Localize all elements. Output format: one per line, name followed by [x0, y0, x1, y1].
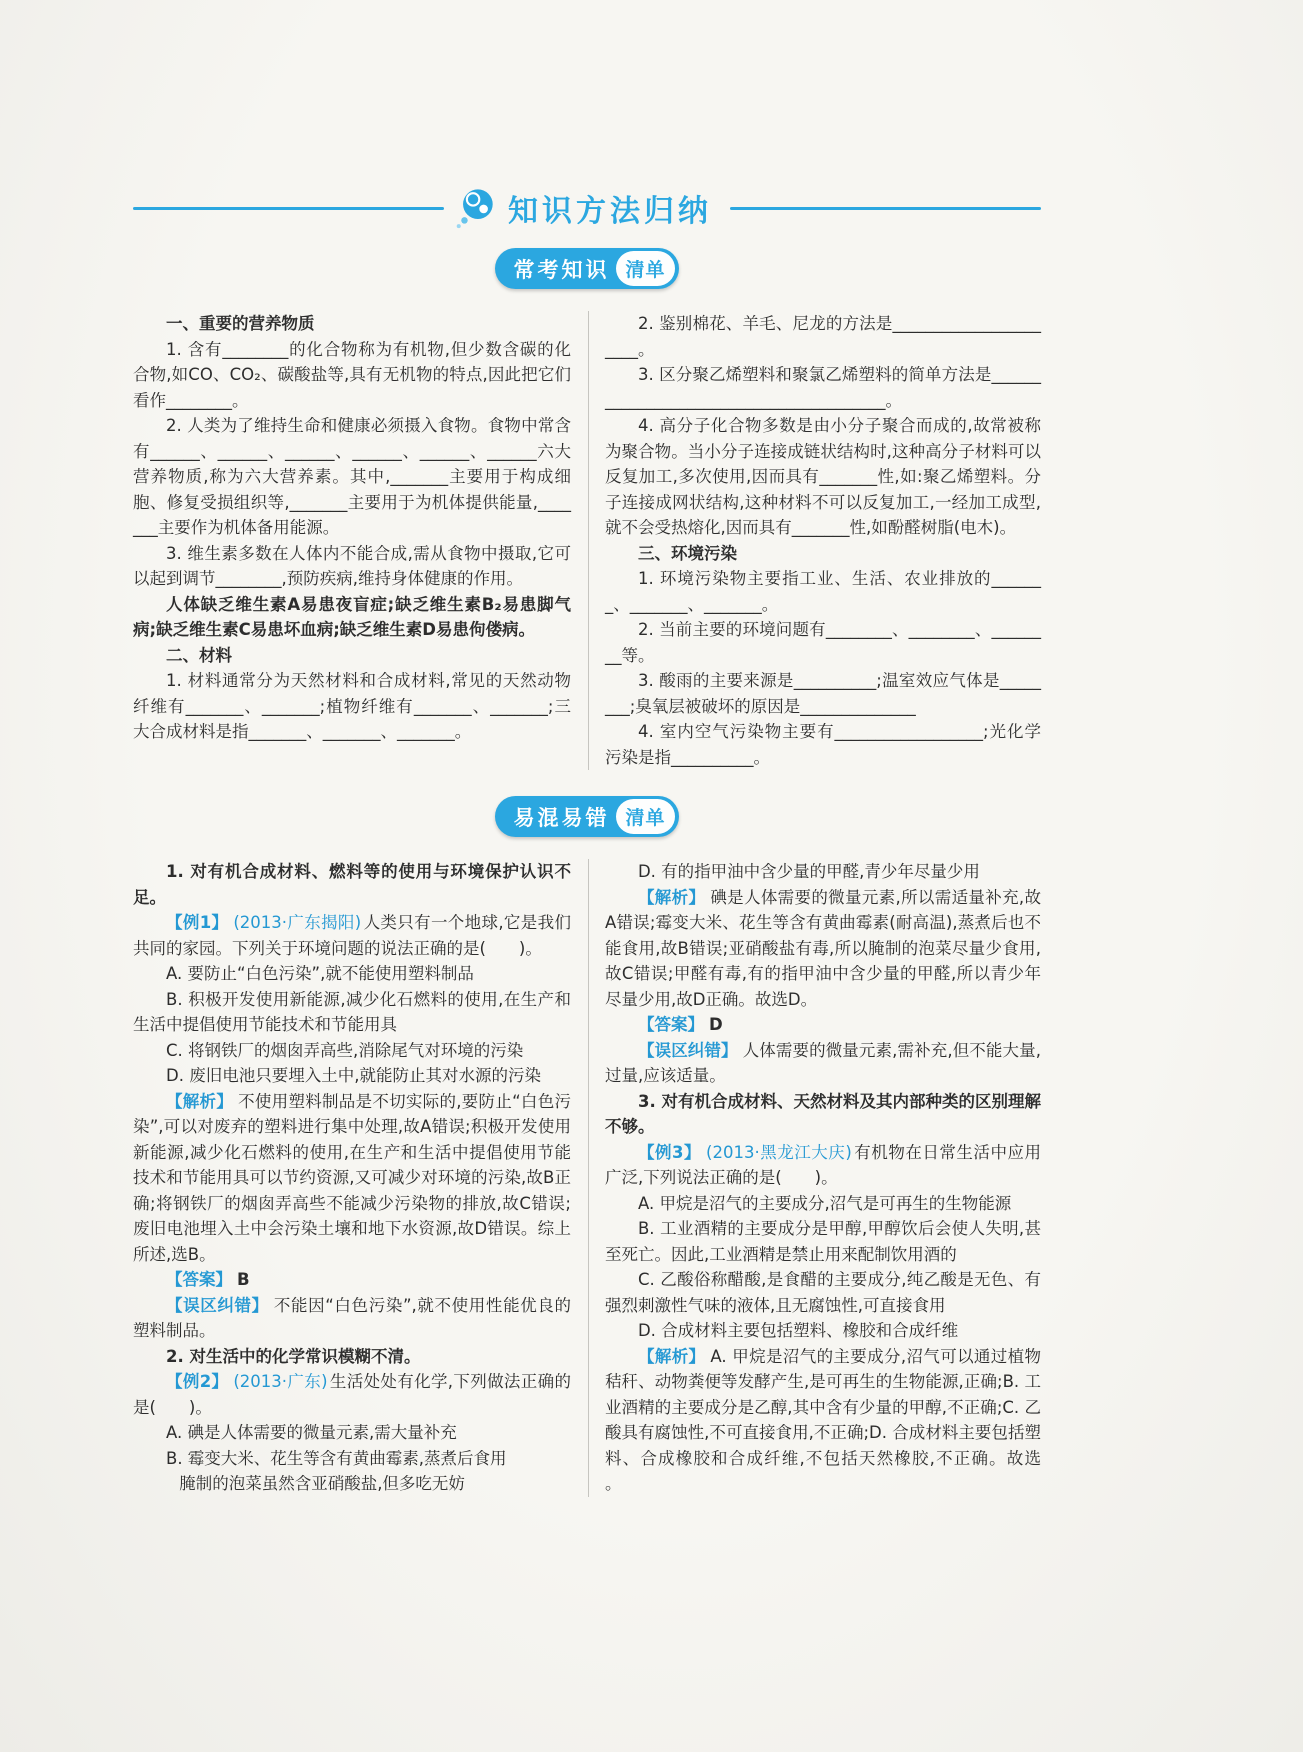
errors-section: [133, 859, 1074, 1497]
knowledge-list-badge: [495, 248, 678, 289]
example1-option-d: D. 废旧电池只要埋入土中,就能防止其对水源的污染: [166, 1066, 541, 1085]
heading-pollution: 三、环境污染: [637, 543, 737, 563]
knowledge-left-column: [133, 311, 588, 770]
example2-option-d: D. 有的指甲油中含少量的甲醛,青少年尽量少用: [637, 862, 980, 881]
heading-materials: 二、材料: [166, 645, 232, 665]
knowledge-nutrients-item-1: 1. 含有________的化合物称为有机物,但少数含碳的化合物,如CO、CO₂、碳酸盐等,具有无机物的特点,因此把它们看作________。: [133, 339, 571, 410]
knowledge-vitamin-note: 人体缺乏维生素A易患夜盲症;缺乏维生素B₂易患脚气病;缺乏维生素C易患坏血病;缺乏维生素D易患佝偻病。: [133, 594, 571, 639]
heading-nutrients: 一、重要的营养物质: [166, 314, 315, 333]
example2-label: 【例2】: [166, 1372, 229, 1391]
page-header: [133, 184, 1041, 232]
example3-analysis: [604, 1344, 1074, 1497]
error-point-1: 1. 对有机合成材料、燃料等的使用与环境保护认识不足。: [133, 862, 571, 907]
example1-question: [133, 910, 571, 961]
knowledge-materials-item-2: 2. 鉴别棉花、羊毛、尼龙的方法是______________________。: [604, 314, 1041, 359]
knowledge-section: [133, 311, 1041, 770]
example2-option-b-continued: 腌制的泡菜虽然含亚硝酸盐,但多吃无妨: [179, 1474, 465, 1493]
example2-text: 生活处处有化学,下列做法正确的是( )。: [133, 1372, 571, 1417]
errors-list-badge: [495, 796, 678, 837]
example1-analysis-label: 【解析】: [166, 1091, 234, 1111]
example1-analysis: [133, 1089, 571, 1268]
example3-text: 有机物在日常生活中应用广泛,下列说法正确的是( )。: [604, 1142, 1041, 1187]
example2-analysis-text: 碘是人体需要的微量元素,所以需适量补充,故A错误;霉变大米、花生等含有黄曲霉素(耐高温),蒸煮后也不能食用,故B错误;亚硝酸盐有毒,所以腌制的泡菜尽量少食用,故C错误;甲醛有毒,有的指甲油中含少量的甲醛,所以青少年尽量少用,故D正确。故选D。: [604, 887, 1041, 1009]
example2-source: (2013·广东): [233, 1372, 328, 1391]
example1-option-b: B. 积极开发使用新能源,减少化石燃料的使用,在生产和生活中提倡使用节能技术和节能用具: [133, 989, 571, 1034]
example3-question: [605, 1140, 1041, 1191]
error-point-3: 3. 对有机合成材料、天然材料及其内部种类的区别理解不够。: [604, 1091, 1041, 1136]
knowledge-pollution-item-4: 4. 室内空气污染物主要有__________________;光化学污染是指__________。: [604, 722, 1041, 767]
example2-correction-text: 人体需要的微量元素,需补充,但不能大量,过量,应该适量。: [604, 1040, 1041, 1085]
example1-answer-value: B: [237, 1270, 250, 1289]
header-rule-right: [730, 207, 1041, 210]
example1-correction: [133, 1293, 571, 1344]
example2-option-b: B. 霉变大米、花生等含有黄曲霉素,蒸煮后食用: [166, 1448, 507, 1468]
example1-option-a: A. 要防止“白色污染”,就不能使用塑料制品: [166, 964, 474, 983]
example2-answer-value: D: [708, 1015, 723, 1034]
example2-correction-label: 【误区纠错】: [637, 1040, 738, 1060]
knowledge-materials-item-3: 3. 区分聚乙烯塑料和聚氯乙烯塑料的简单方法是________________________________________。: [604, 365, 1041, 410]
example2-correction: [605, 1038, 1041, 1089]
example3-source: (2013·黑龙江大庆): [706, 1142, 852, 1162]
example3-option-b: B. 工业酒精的主要成分是甲醇,甲醇饮后会使人失明,甚至死亡。因此,工业酒精是禁止用来配制饮用酒的: [604, 1219, 1041, 1264]
errors-badge-row: [133, 796, 1041, 837]
example1-answer: [133, 1267, 571, 1293]
planet-bubble-icon: [452, 186, 498, 230]
knowledge-pollution-item-1: 1. 环境污染物主要指工业、生活、农业排放的_______、_______、_______。: [604, 569, 1041, 614]
example1-source: (2013·广东揭阳): [233, 913, 362, 932]
example2-answer: [605, 1012, 1041, 1038]
knowledge-nutrients-item-3: 3. 维生素多数在人体内不能合成,需从食物中摄取,它可以起到调节________,预防疾病,维持身体健康的作用。: [133, 543, 571, 588]
example3-analysis-label: 【解析】: [637, 1346, 706, 1366]
knowledge-materials-item-1: 1. 材料通常分为天然材料和合成材料,常见的天然动物纤维有_______、_______;植物纤维有_______、_______;三大合成材料是指_______、_______、_______。: [133, 671, 571, 741]
example2-analysis: [605, 885, 1041, 1013]
example3-option-c: C. 乙酸俗称醋酸,是食醋的主要成分,纯乙酸是无色、有强烈刺激性气味的液体,且无腐蚀性,可直接食用: [604, 1270, 1041, 1315]
knowledge-badge-tail: 清单: [616, 251, 674, 286]
example2-option-a: A. 碘是人体需要的微量元素,需大量补充: [166, 1423, 457, 1442]
page-title: 知识方法归纳: [508, 194, 712, 229]
example1-correction-text: 不能因“白色污染”,就不使用性能优良的塑料制品。: [133, 1295, 571, 1340]
knowledge-pollution-item-2: 2. 当前主要的环境问题有________、________、________等。: [604, 620, 1041, 665]
example3-option-d: D. 合成材料主要包括塑料、橡胶和合成纤维: [637, 1321, 959, 1340]
header-rule-left: [133, 207, 444, 210]
example3-analysis-text: A. 甲烷是沼气的主要成分,沼气可以通过植物秸秆、动物粪便等发酵产生,是可再生的生物能源,正确;B. 工业酒精的主要成分是乙醇,其中含有少量的甲醇,不正确;C. 乙酸具有腐蚀性,不可直接食用,不正确;D. 合成材料主要包括塑料、合成橡胶和合成纤维,不包括天然橡胶,不正确。故选 。: [604, 1346, 1074, 1493]
example1-analysis-text: 不使用塑料制品是不切实际的,要防止“白色污染”,可以对废弃的塑料进行集中处理,故A错误;积极开发使用新能源,减少化石燃料的使用,在生产和生活中提倡使用节能技术和节能用具可以节约资源,又可减少对环境的污染,故B正确;将钢铁厂的烟囱弄高些不能减少污染物的排放,故C错误;废旧电池埋入土中会污染土壤和地下水资源,故D错误。综上所述,选B。: [133, 1091, 571, 1264]
example1-text: 人类只有一个地球,它是我们共同的家园。下列关于环境问题的说法正确的是( )。: [133, 913, 571, 958]
example1-option-c: C. 将钢铁厂的烟囱弄高些,消除尾气对环境的污染: [166, 1040, 524, 1060]
example1-answer-label: 【答案】: [166, 1270, 232, 1289]
errors-badge-label: 易混易错: [513, 805, 610, 830]
example2-analysis-label: 【解析】: [637, 887, 706, 907]
knowledge-badge-label: 常考知识: [513, 257, 610, 282]
errors-left-column: [133, 859, 588, 1497]
knowledge-right-column: [588, 311, 1041, 770]
example3-option-a: A. 甲烷是沼气的主要成分,沼气是可再生的生物能源: [637, 1193, 1012, 1213]
example2-question: [133, 1369, 571, 1420]
knowledge-materials-item-4: 4. 高分子化合物多数是由小分子聚合而成的,故常被称为聚合物。当小分子连接成链状结构时,这种高分子材料可以反复加工,多次使用,因而具有_______性,如:聚乙烯塑料。分子连接成网状结构,这种材料不可以反复加工,一经加工成型,就不会受热熔化,因而具有_______性,如酚醛树脂(电木)。: [604, 416, 1041, 537]
example1-correction-label: 【误区纠错】: [166, 1295, 269, 1315]
knowledge-nutrients-item-2: 2. 人类为了维持生命和健康必须摄入食物。食物中常含有______、______、______、______、______、______六大营养物质,称为六大营养素。其中,_______主要用于构成细胞、修复受损组织等,_______主要用于为机体提供能量,_______主要作为机体备用能源。: [133, 416, 571, 537]
errors-right-column: [588, 859, 1074, 1497]
page-content: [133, 184, 1074, 1497]
knowledge-badge-row: [133, 248, 1041, 289]
error-point-2: 2. 对生活中的化学常识模糊不清。: [166, 1346, 421, 1366]
example1-label: 【例1】: [166, 913, 229, 932]
knowledge-pollution-item-3: 3. 酸雨的主要来源是__________;温室效应气体是________;臭氧层被破坏的原因是______________: [604, 671, 1041, 716]
example3-label: 【例3】: [637, 1142, 702, 1162]
example2-answer-label: 【答案】: [637, 1015, 704, 1034]
errors-badge-tail: 清单: [616, 799, 674, 834]
